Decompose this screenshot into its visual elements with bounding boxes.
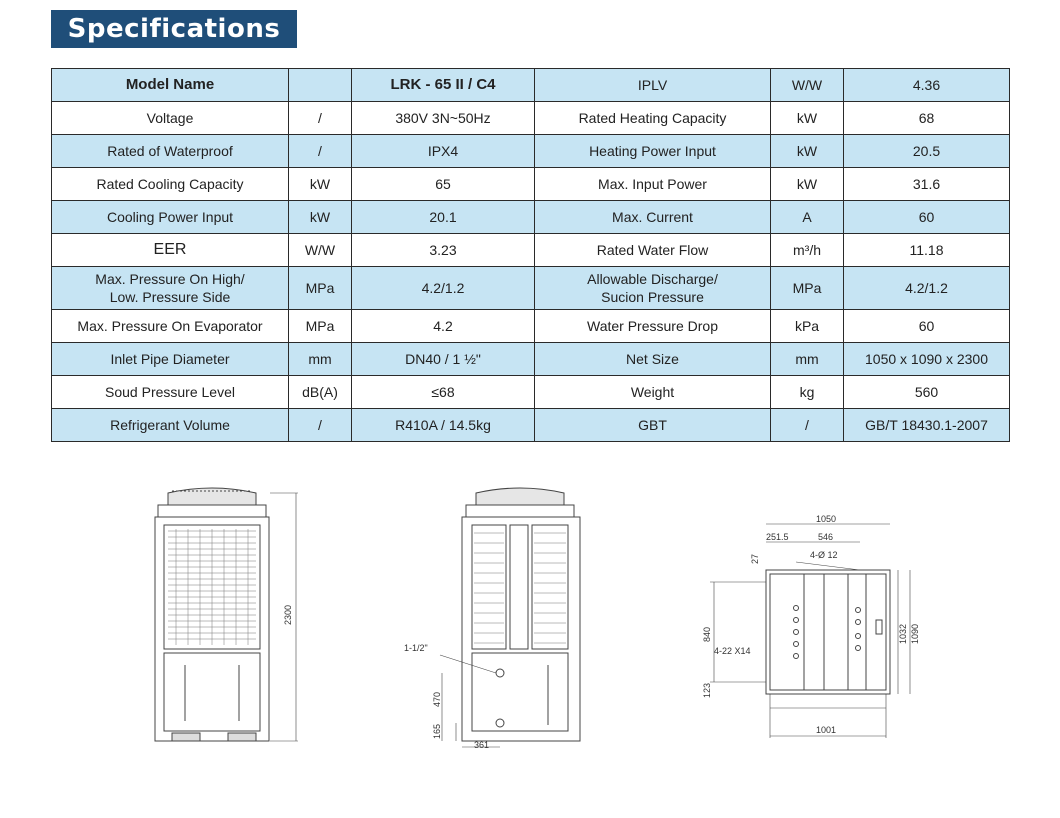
- param2-name: Heating Power Input: [535, 135, 771, 168]
- param-value: LRK - 65 II / C4: [352, 69, 535, 102]
- param2-name: Net Size: [535, 343, 771, 376]
- specifications-table: [51, 68, 1010, 442]
- param2-name: Rated Heating Capacity: [535, 102, 771, 135]
- param2-value: 60: [844, 201, 1010, 234]
- page-title: Specifications: [51, 10, 297, 48]
- top-dim-1090: 1090: [910, 623, 920, 644]
- param2-name: Max. Input Power: [535, 168, 771, 201]
- param2-name: Rated Water Flow: [535, 234, 771, 267]
- param-value: R410A / 14.5kg: [352, 409, 535, 442]
- table-row: [52, 376, 1010, 409]
- param2-name: Water Pressure Drop: [535, 310, 771, 343]
- param2-unit: kW: [771, 135, 844, 168]
- param-unit: [289, 69, 352, 102]
- front-view-drawing: [150, 485, 310, 750]
- param2-value: 4.36: [844, 69, 1010, 102]
- param-name: Max. Pressure On Evaporator: [52, 310, 289, 343]
- param-name: Refrigerant Volume: [52, 409, 289, 442]
- top-holes-side: 4-22 X14: [714, 646, 751, 656]
- top-view-drawing: [700, 512, 930, 744]
- param-unit: /: [289, 135, 352, 168]
- param-value: IPX4: [352, 135, 535, 168]
- top-dim-1001: 1001: [816, 725, 837, 735]
- top-dim-123: 123: [702, 682, 712, 698]
- param2-unit: m³/h: [771, 234, 844, 267]
- top-dim-27: 27: [750, 553, 760, 564]
- table-row: [52, 135, 1010, 168]
- param-unit: MPa: [289, 267, 352, 310]
- param-name: Max. Pressure On High/ Low. Pressure Side: [52, 267, 289, 310]
- param-value: 4.2: [352, 310, 535, 343]
- param2-unit: kW: [771, 102, 844, 135]
- param2-value: 60: [844, 310, 1010, 343]
- param-value: DN40 / 1 ½": [352, 343, 535, 376]
- param-unit: kW: [289, 201, 352, 234]
- top-dim-251-5: 251.5: [766, 532, 789, 542]
- table-row: [52, 201, 1010, 234]
- param-unit: /: [289, 102, 352, 135]
- param-value: 65: [352, 168, 535, 201]
- table-row: [52, 343, 1010, 376]
- side-pipe-label: 1-1/2": [404, 643, 428, 653]
- param-value: 380V 3N~50Hz: [352, 102, 535, 135]
- param2-unit: kPa: [771, 310, 844, 343]
- param-unit: dB(A): [289, 376, 352, 409]
- top-dim-1032: 1032: [898, 623, 908, 644]
- param2-unit: /: [771, 409, 844, 442]
- param2-unit: kW: [771, 168, 844, 201]
- param-unit: mm: [289, 343, 352, 376]
- param2-value: 31.6: [844, 168, 1010, 201]
- param-name: Cooling Power Input: [52, 201, 289, 234]
- param2-name: Allowable Discharge/ Sucion Pressure: [535, 267, 771, 310]
- table-row: [52, 409, 1010, 442]
- param2-unit: kg: [771, 376, 844, 409]
- param2-value: 68: [844, 102, 1010, 135]
- param2-value: 560: [844, 376, 1010, 409]
- top-dim-840: 840: [702, 626, 712, 642]
- param2-name: IPLV: [535, 69, 771, 102]
- side-dim-165: 165: [432, 723, 442, 739]
- param2-value: 1050 x 1090 x 2300: [844, 343, 1010, 376]
- param2-name: GBT: [535, 409, 771, 442]
- param-value: ≤68: [352, 376, 535, 409]
- side-view-drawing: [400, 485, 590, 755]
- table-row: [52, 234, 1010, 267]
- param-name: Rated Cooling Capacity: [52, 168, 289, 201]
- table-row: [52, 267, 1010, 310]
- param-name: Voltage: [52, 102, 289, 135]
- param-value: 3.23: [352, 234, 535, 267]
- table-row: [52, 310, 1010, 343]
- param-name: Inlet Pipe Diameter: [52, 343, 289, 376]
- param2-name: Max. Current: [535, 201, 771, 234]
- side-dim-361: 361: [474, 740, 490, 750]
- param2-value: 4.2/1.2: [844, 267, 1010, 310]
- param-value: 4.2/1.2: [352, 267, 535, 310]
- table-row: [52, 102, 1010, 135]
- param-unit: MPa: [289, 310, 352, 343]
- param2-value: 20.5: [844, 135, 1010, 168]
- param2-unit: W/W: [771, 69, 844, 102]
- param-value: 20.1: [352, 201, 535, 234]
- param2-value: 11.18: [844, 234, 1010, 267]
- param2-value: GB/T 18430.1-2007: [844, 409, 1010, 442]
- param-name: EER: [52, 234, 289, 267]
- param2-unit: A: [771, 201, 844, 234]
- param2-unit: MPa: [771, 267, 844, 310]
- table-row: [52, 168, 1010, 201]
- param-unit: kW: [289, 168, 352, 201]
- top-dim-546: 546: [818, 532, 834, 542]
- top-holes-top: 4-Ø 12: [810, 550, 838, 560]
- param-name: Soud Pressure Level: [52, 376, 289, 409]
- param-unit: /: [289, 409, 352, 442]
- param-unit: W/W: [289, 234, 352, 267]
- param2-name: Weight: [535, 376, 771, 409]
- param-name: Rated of Waterproof: [52, 135, 289, 168]
- param2-unit: mm: [771, 343, 844, 376]
- side-dim-470: 470: [432, 691, 442, 707]
- top-dim-1050: 1050: [816, 514, 837, 524]
- param-name: Model Name: [52, 69, 289, 102]
- front-height-dim: 2300: [283, 604, 293, 625]
- table-row: [52, 69, 1010, 102]
